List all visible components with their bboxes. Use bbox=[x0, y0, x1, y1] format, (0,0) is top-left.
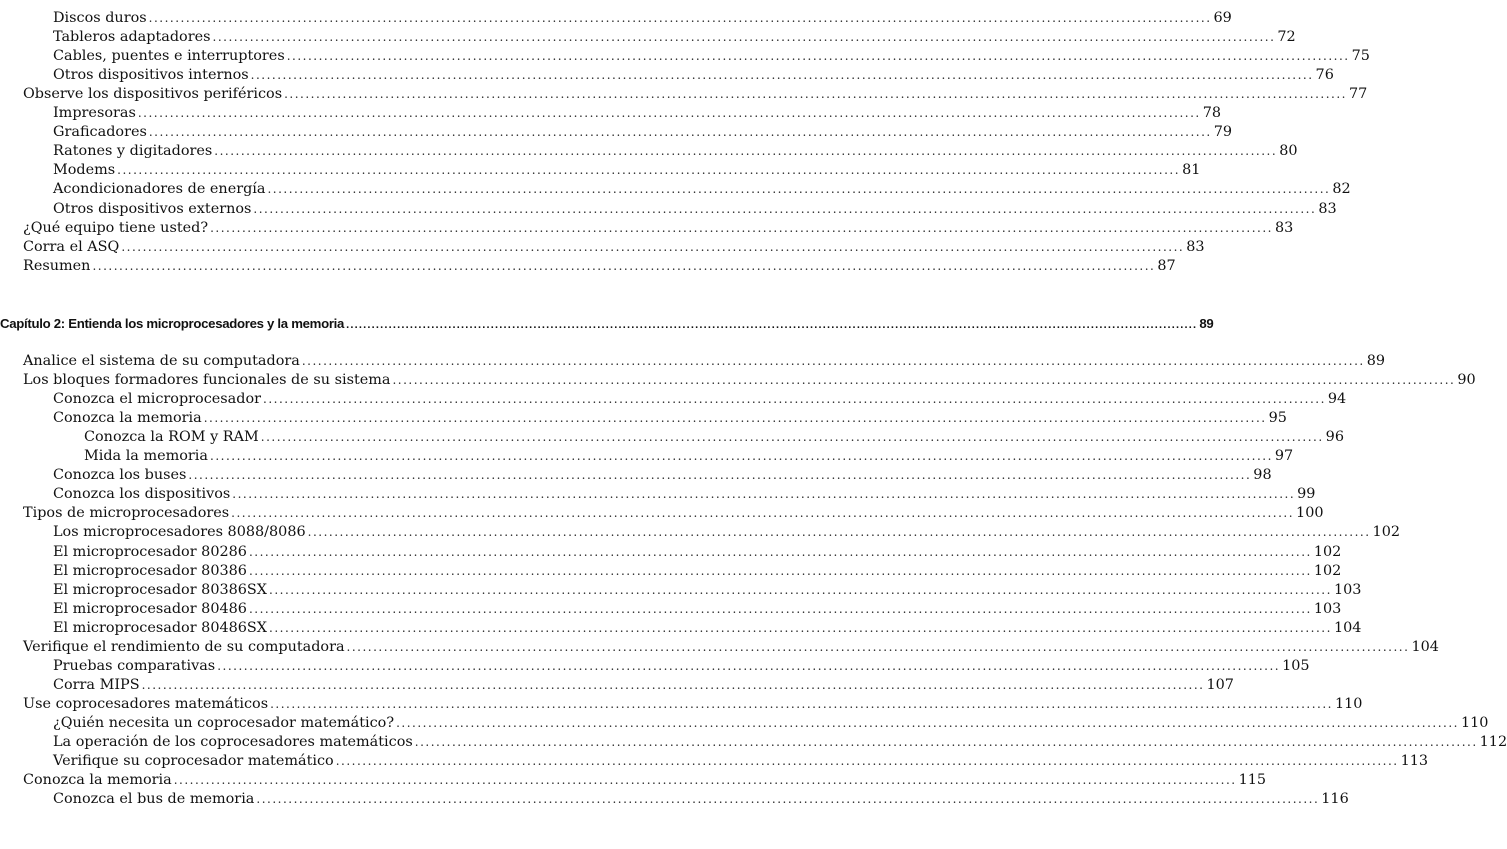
toc-entry bbox=[0, 28, 1296, 47]
dot-leader: ........................................................................................................................................................................................................ bbox=[212, 30, 1276, 45]
toc-entry bbox=[0, 371, 1476, 390]
toc-entry-page-number: 94 bbox=[1327, 391, 1347, 408]
dot-leader: ........................................................................................................................................................................................................ bbox=[269, 582, 1332, 597]
toc-entry-page-number: 99 bbox=[1297, 486, 1316, 503]
toc-entry bbox=[0, 66, 1334, 85]
toc-entry bbox=[0, 257, 1176, 276]
dot-leader: ........................................................................................................................................................................................................ bbox=[141, 677, 1205, 692]
toc-entry-title: Conozca el bus de memoria bbox=[53, 791, 255, 808]
dot-leader: ........................................................................................................................................................................................................ bbox=[301, 354, 1365, 368]
toc-entry-title: Conozca la ROM y RAM bbox=[84, 429, 259, 446]
dot-leader: ........................................................................................................................................................................................................ bbox=[256, 792, 1320, 807]
dot-leader: ........................................................................................................................................................................................................ bbox=[121, 239, 1185, 254]
chapter-title: Capítulo 2: Entienda los microprocesadores y la memoria bbox=[0, 316, 345, 331]
dot-leader: ........................................................................................................................................................................................................ bbox=[267, 182, 1331, 197]
dot-leader: ........................................................................................................................................................................................................ bbox=[346, 319, 1198, 331]
dot-leader: ........................................................................................................................................................................................................ bbox=[217, 658, 1281, 673]
toc-entry-page-number: 96 bbox=[1325, 429, 1344, 446]
toc-entry-page-number: 95 bbox=[1268, 410, 1287, 427]
toc-entry-page-number: 89 bbox=[1366, 353, 1386, 369]
dot-leader: ........................................................................................................................................................................................................ bbox=[286, 49, 1350, 64]
toc-entry-title: Conozca la memoria bbox=[23, 772, 172, 789]
toc-entry-page-number: 102 bbox=[1313, 543, 1342, 560]
toc-entry-title: Cables, puentes e interruptores bbox=[53, 48, 285, 65]
toc-entry bbox=[0, 409, 1287, 428]
chapter-page-number: 89 bbox=[1199, 316, 1214, 331]
toc-entry-title: El microprocesador 80486 bbox=[53, 600, 247, 617]
toc-entry-page-number: 116 bbox=[1321, 791, 1349, 808]
toc-entry bbox=[0, 657, 1310, 676]
dot-leader: ........................................................................................................................................................................................................ bbox=[392, 373, 1456, 388]
toc-entry bbox=[0, 676, 1234, 695]
toc-entry bbox=[0, 390, 1347, 409]
toc-entry bbox=[0, 47, 1370, 66]
toc-entry-page-number: 83 bbox=[1274, 219, 1294, 236]
toc-entry-page-number: 102 bbox=[1372, 524, 1401, 541]
dot-leader: ........................................................................................................................................................................................................ bbox=[270, 696, 1333, 711]
toc-entry-title: Mida la memoria bbox=[84, 448, 208, 465]
dot-leader: ........................................................................................................................................................................................................ bbox=[346, 639, 1410, 654]
toc-entry-page-number: 81 bbox=[1182, 162, 1201, 179]
toc-entry-page-number: 103 bbox=[1333, 581, 1362, 598]
toc-entry-page-number: 112 bbox=[1479, 734, 1507, 750]
toc-entry-title: La operación de los coprocesadores matemáticos bbox=[53, 734, 413, 750]
toc-entry bbox=[0, 238, 1205, 257]
toc-entry-title: Resumen bbox=[23, 257, 91, 274]
toc-entry-title: El microprocesador 80386SX bbox=[53, 581, 268, 598]
toc-entry-title: Corra el ASQ bbox=[23, 238, 120, 255]
toc-entry-page-number: 79 bbox=[1213, 124, 1233, 141]
toc-entry bbox=[0, 219, 1294, 238]
toc-entry bbox=[0, 466, 1272, 485]
dot-leader: ........................................................................................................................................................................................................ bbox=[203, 411, 1267, 426]
toc-entry-page-number: 77 bbox=[1348, 86, 1368, 103]
toc-entry-page-number: 76 bbox=[1315, 67, 1334, 84]
toc-entry bbox=[0, 771, 1267, 790]
toc-entry bbox=[0, 619, 1362, 638]
toc-entry-page-number: 78 bbox=[1202, 105, 1222, 122]
toc-entry-title: Otros dispositivos internos bbox=[53, 67, 249, 84]
dot-leader: ........................................................................................................................................................................................................ bbox=[210, 449, 1273, 464]
chapter-heading bbox=[0, 315, 1214, 334]
toc-entry-title: El microprocesador 80486SX bbox=[53, 619, 268, 636]
toc-entry bbox=[0, 695, 1363, 714]
dot-leader: ........................................................................................................................................................................................................ bbox=[263, 392, 1326, 407]
dot-leader: ........................................................................................................................................................................................................ bbox=[250, 68, 1314, 83]
toc-entry-title: Use coprocesadores matemáticos bbox=[23, 695, 269, 712]
toc-entry bbox=[0, 428, 1344, 447]
toc-entry bbox=[0, 485, 1316, 504]
dot-leader: ........................................................................................................................................................................................................ bbox=[248, 601, 1312, 616]
toc-entry bbox=[0, 180, 1351, 199]
toc-entry-title: Corra MIPS bbox=[53, 676, 140, 693]
toc-entry-page-number: 110 bbox=[1460, 714, 1489, 731]
toc-entry-title: Conozca el microprocesador bbox=[53, 391, 261, 408]
toc-entry bbox=[0, 352, 1386, 371]
toc-entry bbox=[0, 562, 1342, 581]
toc-entry-page-number: 80 bbox=[1279, 143, 1298, 160]
toc-entry bbox=[0, 104, 1222, 123]
toc-entry bbox=[0, 123, 1233, 142]
toc-entry-page-number: 115 bbox=[1238, 772, 1267, 789]
toc-entry-title: Los bloques formadores funcionales de su sistema bbox=[23, 372, 391, 389]
toc-entry bbox=[0, 523, 1401, 542]
toc-entry-title: Verifique el rendimiento de su computadora bbox=[23, 638, 345, 655]
dot-leader: ........................................................................................................................................................................................................ bbox=[92, 258, 1156, 273]
dot-leader: ........................................................................................................................................................................................................ bbox=[248, 563, 1312, 578]
toc-entry-page-number: 107 bbox=[1206, 676, 1234, 693]
toc-entry-title: Analice el sistema de su computadora bbox=[23, 353, 300, 369]
dot-leader: ........................................................................................................................................................................................................ bbox=[269, 620, 1332, 635]
toc-entry-title: Tipos de microprocesadores bbox=[23, 505, 230, 522]
dot-leader: ........................................................................................................................................................................................................ bbox=[335, 754, 1399, 769]
toc-entry bbox=[0, 600, 1342, 619]
toc-entry-title: Ratones y digitadores bbox=[53, 143, 213, 160]
toc-entry-title: Otros dispositivos externos bbox=[53, 200, 252, 217]
toc-entry-title: Discos duros bbox=[53, 10, 147, 26]
toc-entry bbox=[0, 752, 1429, 771]
dot-leader: ........................................................................................................................................................................................................ bbox=[307, 525, 1371, 540]
toc-entry-page-number: 104 bbox=[1411, 638, 1439, 655]
toc-entry-title: Observe los dispositivos periféricos bbox=[23, 86, 283, 103]
toc-entry-title: Pruebas comparativas bbox=[53, 657, 216, 674]
toc-entry-title: ¿Quién necesita un coprocesador matemático? bbox=[53, 714, 395, 731]
toc-entry-page-number: 82 bbox=[1332, 181, 1351, 198]
toc-entry bbox=[0, 142, 1298, 161]
dot-leader: ........................................................................................................................................................................................................ bbox=[396, 715, 1459, 730]
toc-entry bbox=[0, 790, 1349, 809]
toc-entry bbox=[0, 9, 1232, 28]
toc-entry-title: ¿Qué equipo tiene usted? bbox=[23, 219, 209, 236]
dot-leader: ........................................................................................................................................................................................................ bbox=[148, 125, 1212, 140]
toc-entry-title: Los microprocesadores 8088/8086 bbox=[53, 524, 306, 541]
toc-entry-title: Conozca los dispositivos bbox=[53, 486, 231, 503]
toc-entry-page-number: 90 bbox=[1457, 372, 1476, 389]
toc-entry bbox=[0, 447, 1294, 466]
dot-leader: ........................................................................................................................................................................................................ bbox=[173, 773, 1237, 788]
toc-entry-page-number: 83 bbox=[1318, 200, 1337, 217]
toc-entry-page-number: 83 bbox=[1186, 238, 1205, 255]
toc-entry-title: Verifique su coprocesador matemático bbox=[53, 753, 334, 770]
toc-entry bbox=[0, 200, 1337, 219]
toc-entry-title: El microprocesador 80386 bbox=[53, 562, 247, 579]
toc-entry bbox=[0, 543, 1342, 562]
toc-entry-title: Conozca los buses bbox=[53, 467, 187, 484]
toc-entry-page-number: 97 bbox=[1274, 448, 1294, 465]
toc-entry bbox=[0, 714, 1489, 733]
dot-leader: ........................................................................................................................................................................................................ bbox=[260, 430, 1324, 445]
toc-entry bbox=[0, 638, 1439, 657]
dot-leader: ........................................................................................................................................................................................................ bbox=[253, 201, 1317, 216]
dot-leader: ........................................................................................................................................................................................................ bbox=[188, 468, 1252, 483]
toc-entry-page-number: 102 bbox=[1313, 562, 1342, 579]
toc-entry-page-number: 103 bbox=[1313, 600, 1342, 617]
toc-entry-title: El microprocesador 80286 bbox=[53, 543, 247, 560]
toc-entry bbox=[0, 504, 1324, 523]
toc-entry-page-number: 105 bbox=[1282, 657, 1310, 674]
toc-entry bbox=[0, 581, 1362, 600]
toc-entry-page-number: 110 bbox=[1335, 695, 1363, 712]
dot-leader: ........................................................................................................................................................................................................ bbox=[214, 144, 1278, 159]
toc-entry-title: Graficadores bbox=[53, 124, 147, 141]
toc-entry-page-number: 87 bbox=[1157, 257, 1176, 274]
toc-entry-page-number: 98 bbox=[1253, 467, 1272, 484]
toc-entry-page-number: 113 bbox=[1400, 753, 1429, 770]
dot-leader: ........................................................................................................................................................................................................ bbox=[231, 506, 1295, 521]
toc-entry bbox=[0, 161, 1201, 180]
toc-entry bbox=[0, 733, 1507, 752]
toc-entry-page-number: 75 bbox=[1351, 48, 1370, 65]
toc-entry-title: Acondicionadores de energía bbox=[53, 181, 266, 198]
dot-leader: ........................................................................................................................................................................................................ bbox=[414, 735, 1478, 749]
dot-leader: ........................................................................................................................................................................................................ bbox=[248, 544, 1312, 559]
dot-leader: ........................................................................................................................................................................................................ bbox=[137, 106, 1201, 121]
dot-leader: ........................................................................................................................................................................................................ bbox=[210, 220, 1273, 235]
toc-entry-title: Tableros adaptadores bbox=[53, 29, 211, 46]
dot-leader: ........................................................................................................................................................................................................ bbox=[284, 87, 1347, 102]
toc-entry-title: Modems bbox=[53, 162, 116, 179]
toc-entry-page-number: 104 bbox=[1333, 619, 1362, 636]
toc-entry-page-number: 72 bbox=[1277, 29, 1296, 46]
dot-leader: ........................................................................................................................................................................................................ bbox=[232, 487, 1296, 502]
toc-entry-page-number: 100 bbox=[1296, 505, 1324, 522]
toc-entry-title: Conozca la memoria bbox=[53, 410, 202, 427]
dot-leader: ........................................................................................................................................................................................................ bbox=[117, 163, 1181, 178]
dot-leader: ........................................................................................................................................................................................................ bbox=[148, 11, 1212, 25]
toc-entry-page-number: 69 bbox=[1213, 10, 1232, 26]
toc-entry bbox=[0, 85, 1368, 104]
toc-entry-title: Impresoras bbox=[53, 105, 136, 122]
